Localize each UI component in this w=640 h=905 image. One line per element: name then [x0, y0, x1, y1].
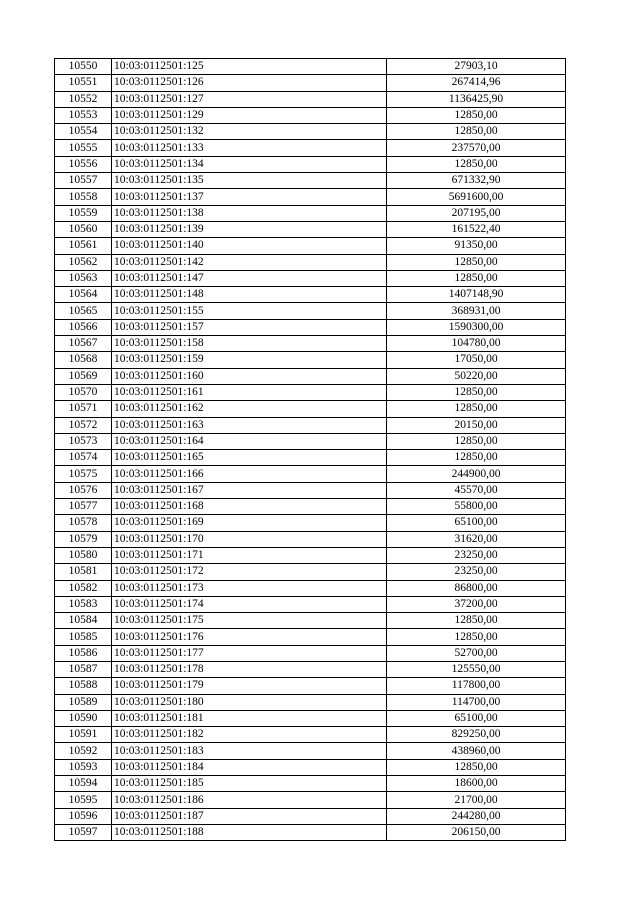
table-row — [55, 59, 566, 75]
value-cell: 125550,00 — [387, 661, 566, 677]
value-cell: 438960,00 — [387, 743, 566, 759]
row-number-cell: 10585 — [55, 629, 112, 645]
cadastral-number-cell: 10:03:0112501:174 — [112, 596, 387, 612]
value-cell: 1590300,00 — [387, 319, 566, 335]
table-row — [55, 75, 566, 91]
row-number-cell: 10588 — [55, 678, 112, 694]
value-cell: 161522,40 — [387, 221, 566, 237]
table-row — [55, 808, 566, 824]
cadastral-number-cell: 10:03:0112501:181 — [112, 710, 387, 726]
row-number-cell: 10575 — [55, 466, 112, 482]
value-cell: 206150,00 — [387, 824, 566, 840]
value-cell: 91350,00 — [387, 238, 566, 254]
row-number-cell: 10567 — [55, 336, 112, 352]
value-cell: 52700,00 — [387, 645, 566, 661]
cadastral-number-cell: 10:03:0112501:169 — [112, 515, 387, 531]
value-cell: 671332,90 — [387, 173, 566, 189]
row-number-cell: 10555 — [55, 140, 112, 156]
cadastral-number-cell: 10:03:0112501:155 — [112, 303, 387, 319]
table-row — [55, 547, 566, 563]
row-number-cell: 10559 — [55, 205, 112, 221]
value-cell: 20150,00 — [387, 417, 566, 433]
row-number-cell: 10580 — [55, 547, 112, 563]
value-cell: 12850,00 — [387, 759, 566, 775]
row-number-cell: 10550 — [55, 59, 112, 75]
table-row — [55, 482, 566, 498]
value-cell: 37200,00 — [387, 596, 566, 612]
value-cell: 65100,00 — [387, 515, 566, 531]
row-number-cell: 10554 — [55, 124, 112, 140]
value-cell: 12850,00 — [387, 613, 566, 629]
row-number-cell: 10563 — [55, 270, 112, 286]
table-row — [55, 384, 566, 400]
row-number-cell: 10593 — [55, 759, 112, 775]
row-number-cell: 10597 — [55, 824, 112, 840]
table-row — [55, 107, 566, 123]
table-row — [55, 140, 566, 156]
row-number-cell: 10557 — [55, 173, 112, 189]
table-row — [55, 254, 566, 270]
value-cell: 55800,00 — [387, 499, 566, 515]
row-number-cell: 10596 — [55, 808, 112, 824]
value-cell: 829250,00 — [387, 727, 566, 743]
value-cell: 12850,00 — [387, 401, 566, 417]
table-row — [55, 824, 566, 840]
value-cell: 12850,00 — [387, 156, 566, 172]
cadastral-number-cell: 10:03:0112501:180 — [112, 694, 387, 710]
cadastral-number-cell: 10:03:0112501:177 — [112, 645, 387, 661]
value-cell: 237570,00 — [387, 140, 566, 156]
cadastral-number-cell: 10:03:0112501:183 — [112, 743, 387, 759]
value-cell: 244900,00 — [387, 466, 566, 482]
value-cell: 12850,00 — [387, 270, 566, 286]
table-row — [55, 270, 566, 286]
value-cell: 31620,00 — [387, 531, 566, 547]
cadastral-number-cell: 10:03:0112501:137 — [112, 189, 387, 205]
row-number-cell: 10565 — [55, 303, 112, 319]
value-cell: 17050,00 — [387, 352, 566, 368]
row-number-cell: 10566 — [55, 319, 112, 335]
row-number-cell: 10576 — [55, 482, 112, 498]
value-cell: 23250,00 — [387, 547, 566, 563]
cadastral-number-cell: 10:03:0112501:176 — [112, 629, 387, 645]
cadastral-number-cell: 10:03:0112501:187 — [112, 808, 387, 824]
cadastral-number-cell: 10:03:0112501:165 — [112, 450, 387, 466]
value-cell: 104780,00 — [387, 336, 566, 352]
row-number-cell: 10584 — [55, 613, 112, 629]
table-row — [55, 776, 566, 792]
row-number-cell: 10595 — [55, 792, 112, 808]
table-row — [55, 743, 566, 759]
row-number-cell: 10578 — [55, 515, 112, 531]
table-row — [55, 466, 566, 482]
table-row — [55, 580, 566, 596]
cadastral-number-cell: 10:03:0112501:166 — [112, 466, 387, 482]
cadastral-number-cell: 10:03:0112501:188 — [112, 824, 387, 840]
cadastral-number-cell: 10:03:0112501:162 — [112, 401, 387, 417]
cadastral-number-cell: 10:03:0112501:159 — [112, 352, 387, 368]
data-table — [54, 58, 566, 841]
value-cell: 5691600,00 — [387, 189, 566, 205]
cadastral-number-cell: 10:03:0112501:170 — [112, 531, 387, 547]
row-number-cell: 10568 — [55, 352, 112, 368]
table-row — [55, 727, 566, 743]
cadastral-number-cell: 10:03:0112501:134 — [112, 156, 387, 172]
table-row — [55, 91, 566, 107]
cadastral-number-cell: 10:03:0112501:161 — [112, 384, 387, 400]
table-row — [55, 221, 566, 237]
table-row — [55, 450, 566, 466]
row-number-cell: 10571 — [55, 401, 112, 417]
table-row — [55, 499, 566, 515]
table-row — [55, 156, 566, 172]
cadastral-number-cell: 10:03:0112501:132 — [112, 124, 387, 140]
cadastral-number-cell: 10:03:0112501:142 — [112, 254, 387, 270]
row-number-cell: 10574 — [55, 450, 112, 466]
table-row — [55, 645, 566, 661]
value-cell: 207195,00 — [387, 205, 566, 221]
table-row — [55, 596, 566, 612]
cadastral-number-cell: 10:03:0112501:140 — [112, 238, 387, 254]
cadastral-number-cell: 10:03:0112501:163 — [112, 417, 387, 433]
value-cell: 21700,00 — [387, 792, 566, 808]
value-cell: 65100,00 — [387, 710, 566, 726]
value-cell: 1407148,90 — [387, 287, 566, 303]
cadastral-number-cell: 10:03:0112501:179 — [112, 678, 387, 694]
cadastral-number-cell: 10:03:0112501:139 — [112, 221, 387, 237]
cadastral-number-cell: 10:03:0112501:135 — [112, 173, 387, 189]
table-row — [55, 287, 566, 303]
value-cell: 12850,00 — [387, 629, 566, 645]
row-number-cell: 10564 — [55, 287, 112, 303]
value-cell: 368931,00 — [387, 303, 566, 319]
table-row — [55, 417, 566, 433]
table-row — [55, 678, 566, 694]
value-cell: 27903,10 — [387, 59, 566, 75]
table-row — [55, 694, 566, 710]
value-cell: 12850,00 — [387, 124, 566, 140]
row-number-cell: 10582 — [55, 580, 112, 596]
row-number-cell: 10586 — [55, 645, 112, 661]
table-row — [55, 205, 566, 221]
cadastral-number-cell: 10:03:0112501:167 — [112, 482, 387, 498]
value-cell: 86800,00 — [387, 580, 566, 596]
row-number-cell: 10572 — [55, 417, 112, 433]
row-number-cell: 10558 — [55, 189, 112, 205]
row-number-cell: 10553 — [55, 107, 112, 123]
table-row — [55, 433, 566, 449]
row-number-cell: 10560 — [55, 221, 112, 237]
table-row — [55, 124, 566, 140]
table-row — [55, 189, 566, 205]
value-cell: 12850,00 — [387, 433, 566, 449]
value-cell: 12850,00 — [387, 384, 566, 400]
row-number-cell: 10556 — [55, 156, 112, 172]
cadastral-number-cell: 10:03:0112501:172 — [112, 564, 387, 580]
row-number-cell: 10594 — [55, 776, 112, 792]
row-number-cell: 10569 — [55, 368, 112, 384]
cadastral-number-cell: 10:03:0112501:184 — [112, 759, 387, 775]
cadastral-number-cell: 10:03:0112501:129 — [112, 107, 387, 123]
value-cell: 244280,00 — [387, 808, 566, 824]
row-number-cell: 10581 — [55, 564, 112, 580]
table-row — [55, 515, 566, 531]
row-number-cell: 10570 — [55, 384, 112, 400]
cadastral-number-cell: 10:03:0112501:158 — [112, 336, 387, 352]
cadastral-number-cell: 10:03:0112501:171 — [112, 547, 387, 563]
cadastral-number-cell: 10:03:0112501:182 — [112, 727, 387, 743]
value-cell: 267414,96 — [387, 75, 566, 91]
row-number-cell: 10561 — [55, 238, 112, 254]
table-body — [55, 59, 566, 841]
cadastral-number-cell: 10:03:0112501:138 — [112, 205, 387, 221]
cadastral-number-cell: 10:03:0112501:173 — [112, 580, 387, 596]
cadastral-number-cell: 10:03:0112501:148 — [112, 287, 387, 303]
row-number-cell: 10577 — [55, 499, 112, 515]
value-cell: 12850,00 — [387, 450, 566, 466]
cadastral-number-cell: 10:03:0112501:178 — [112, 661, 387, 677]
table-row — [55, 661, 566, 677]
table-row — [55, 352, 566, 368]
value-cell: 117800,00 — [387, 678, 566, 694]
table-row — [55, 759, 566, 775]
table-row — [55, 792, 566, 808]
cadastral-number-cell: 10:03:0112501:125 — [112, 59, 387, 75]
cadastral-number-cell: 10:03:0112501:157 — [112, 319, 387, 335]
cadastral-number-cell: 10:03:0112501:133 — [112, 140, 387, 156]
table-row — [55, 531, 566, 547]
row-number-cell: 10589 — [55, 694, 112, 710]
row-number-cell: 10583 — [55, 596, 112, 612]
value-cell: 12850,00 — [387, 107, 566, 123]
table-row — [55, 336, 566, 352]
row-number-cell: 10552 — [55, 91, 112, 107]
value-cell: 114700,00 — [387, 694, 566, 710]
cadastral-number-cell: 10:03:0112501:186 — [112, 792, 387, 808]
row-number-cell: 10579 — [55, 531, 112, 547]
cadastral-number-cell: 10:03:0112501:147 — [112, 270, 387, 286]
row-number-cell: 10591 — [55, 727, 112, 743]
cadastral-number-cell: 10:03:0112501:127 — [112, 91, 387, 107]
value-cell: 45570,00 — [387, 482, 566, 498]
table-row — [55, 303, 566, 319]
table-row — [55, 710, 566, 726]
table-row — [55, 564, 566, 580]
cadastral-number-cell: 10:03:0112501:164 — [112, 433, 387, 449]
value-cell: 12850,00 — [387, 254, 566, 270]
row-number-cell: 10587 — [55, 661, 112, 677]
row-number-cell: 10573 — [55, 433, 112, 449]
cadastral-number-cell: 10:03:0112501:126 — [112, 75, 387, 91]
cadastral-number-cell: 10:03:0112501:185 — [112, 776, 387, 792]
table-row — [55, 368, 566, 384]
value-cell: 1136425,90 — [387, 91, 566, 107]
row-number-cell: 10592 — [55, 743, 112, 759]
value-cell: 23250,00 — [387, 564, 566, 580]
value-cell: 18600,00 — [387, 776, 566, 792]
table-row — [55, 629, 566, 645]
row-number-cell: 10590 — [55, 710, 112, 726]
table-row — [55, 319, 566, 335]
cadastral-number-cell: 10:03:0112501:160 — [112, 368, 387, 384]
table-row — [55, 238, 566, 254]
table-row — [55, 613, 566, 629]
table-row — [55, 401, 566, 417]
cadastral-number-cell: 10:03:0112501:175 — [112, 613, 387, 629]
row-number-cell: 10551 — [55, 75, 112, 91]
table-row — [55, 173, 566, 189]
value-cell: 50220,00 — [387, 368, 566, 384]
cadastral-number-cell: 10:03:0112501:168 — [112, 499, 387, 515]
row-number-cell: 10562 — [55, 254, 112, 270]
